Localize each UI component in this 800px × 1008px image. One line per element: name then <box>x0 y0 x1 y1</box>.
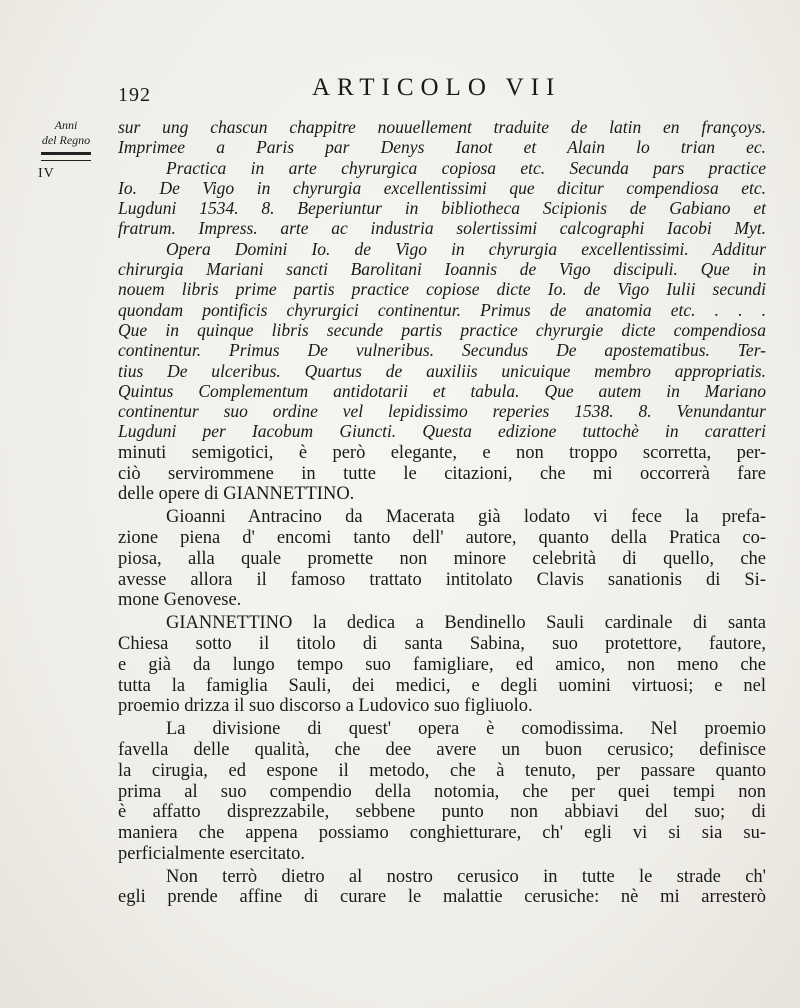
text-line: sur ung chascun chappitre nouuellement traduite de latin en françoys. <box>118 117 766 137</box>
margin-note-line-2: del Regno <box>41 133 91 147</box>
text-line: e già da lungo tempo suo famigliare, ed amico, non meno che <box>118 654 766 675</box>
text-line: quondam pontificis chyrurgici continentur. Primus de anatomia etc. . . . <box>118 299 766 320</box>
text-line: minuti semigotici, è però elegante, e non troppo scorretta, per- <box>118 442 766 463</box>
body-text <box>118 117 766 908</box>
text-line: proemio drizza il suo discorso a Ludovico suo figliuolo. <box>118 696 533 717</box>
margin-rule-thin <box>41 160 91 161</box>
text-line: nouem libris prime partis practice copiose dicte Io. de Vigo Iulii secundi <box>118 279 766 300</box>
text-line: piosa, alla quale promette non minore celebrità di quello, che <box>118 548 766 569</box>
text-line: egli prende affine di curare le malattie cerusiche: nè mi arresterò <box>118 887 766 908</box>
text-line: è affatto disprezzabile, sebbene punto non abbiavi del suo; di <box>118 802 766 823</box>
margin-note <box>34 118 98 181</box>
page-header <box>0 74 800 104</box>
text-line: mone Genovese. <box>118 590 242 611</box>
margin-rule <box>41 152 91 155</box>
text-line: tius De ulceribus. Quartus de auxiliis unicuique membro appropriatis. <box>118 360 766 381</box>
text-line: favella delle qualità, che dee avere un buon cerusico; definisce <box>118 739 766 760</box>
text-line: ciò servirommene in tutte le citazioni, che mi occorrerà fare <box>118 463 766 484</box>
text-line: chirurgia Mariani sancti Barolitani Ioannis de Vigo discipuli. Que in <box>118 259 766 280</box>
text-line: fratrum. Impress. arte ac industria solertissimi calcographi Iacobi Myt. <box>118 218 766 239</box>
text-line: La divisione di quest' opera è comodissima. Nel proemio <box>166 719 766 740</box>
text-line: zione piena d' encomi tanto dell' autore, quanto della Pratica co- <box>118 527 766 548</box>
running-head: ARTICOLO VII <box>312 74 562 101</box>
text-line: Gioanni Antracino da Macerata già lodato vi fece la prefa- <box>166 507 766 528</box>
text-line: Io. De Vigo in chyrurgia excellentissimi que dicitur compendiosa etc. <box>118 177 766 198</box>
text-line: perficialmente esercitato. <box>118 843 305 864</box>
text-line: Quintus Complementum antidotarii et tabula. Que autem in Mariano <box>118 380 766 401</box>
margin-volume: IV <box>38 166 55 181</box>
text-line: GIANNETTINO la dedica a Bendinello Sauli cardinale di santa <box>166 613 766 634</box>
text-line: continentur. Primus De vulneribus. Secundus De apostematibus. Ter- <box>118 340 766 361</box>
text-line: delle opere di GIANNETTINO. <box>118 484 355 505</box>
text-line: avesse allora il famoso trattato intitolato Clavis sanationis di Si- <box>118 569 766 590</box>
text-line: tutta la famiglia Sauli, dei medici, e degli uomini virtuosi; e nel <box>118 675 766 696</box>
text-line: Lugduni per Iacobum Giuncti. Questa edizione tuttochè in caratteri <box>118 421 766 442</box>
text-line: la cirugia, ed espone il metodo, che à tenuto, per passare quanto <box>118 760 766 781</box>
text-line: Non terrò dietro al nostro cerusico in tutte le strade ch' <box>166 866 766 887</box>
text-line: Lugduni 1534. 8. Beperiuntur in bibliotheca Scipionis de Gabiano et <box>118 198 766 219</box>
text-line: Que in quinque libris secunde partis practice chyrurgie dicte compendiosa <box>118 319 766 340</box>
margin-note-line-1: Anni <box>54 118 78 132</box>
text-line: prima al suo compendio della notomia, che per quei tempi non <box>118 781 766 802</box>
text-line: Chiesa sotto il titolo di santa Sabina, suo protettore, fautore, <box>118 633 766 654</box>
text-line: maniera che appena possiamo conghietturare, ch' egli vi si sia su- <box>118 823 766 844</box>
text-line: Opera Domini Io. de Vigo in chyrurgia excellentissimi. Additur <box>166 238 766 259</box>
page-number: 192 <box>118 84 151 106</box>
text-line: continentur suo ordine vel lepidissimo reperies 1538. 8. Venundantur <box>118 401 766 422</box>
text-line: Practica in arte chyrurgica copiosa etc. Secunda pars practice <box>166 157 766 178</box>
text-line: Imprimee a Paris par Denys Ianot et Alain lo trian ec. <box>118 137 766 158</box>
